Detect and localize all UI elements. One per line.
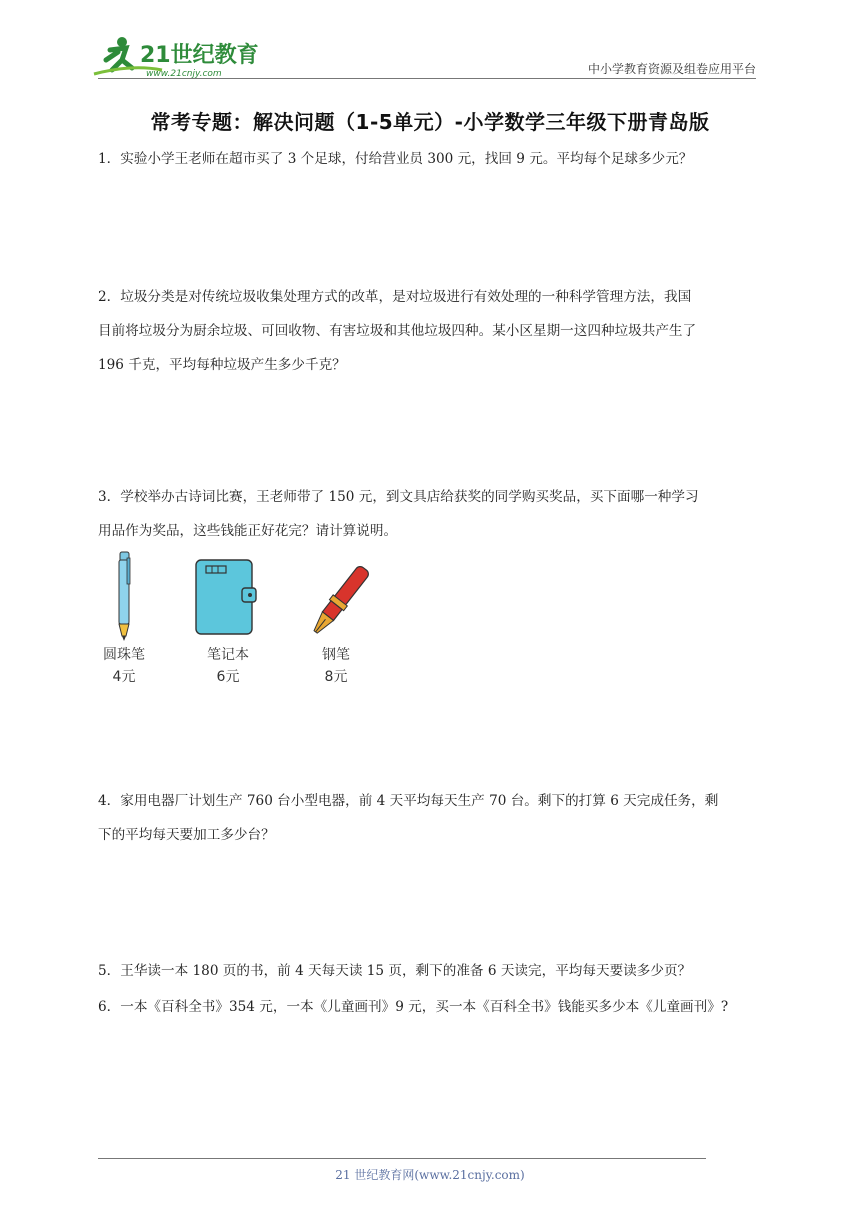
question-4-line-1: 4．家用电器厂计划生产 760 台小型电器，前 4 天平均每天生产 70 台。剩下的打算 6 天完成任务，剩 xyxy=(98,793,719,809)
question-4 xyxy=(98,784,762,852)
header-divider xyxy=(98,78,756,79)
question-4-line-2: 下的平均每天要加工多少台？ xyxy=(98,827,275,843)
page-title: 常考专题：解决问题（1-5单元）-小学数学三年级下册青岛版 xyxy=(150,110,710,134)
item-price-ballpoint-pen: 4元 xyxy=(112,669,136,685)
question-5 xyxy=(98,954,762,988)
question-2-line-3: 196 千克，平均每种垃圾产生多少千克？ xyxy=(98,357,346,373)
site-logo xyxy=(92,34,262,80)
item-price-fountain-pen: 8元 xyxy=(324,669,348,685)
footer-divider xyxy=(98,1158,706,1159)
item-label-ballpoint-pen: 圆珠笔 xyxy=(103,647,145,663)
item-label-notebook: 笔记本 xyxy=(207,647,249,663)
fountain-pen-icon xyxy=(304,560,374,644)
question-1 xyxy=(98,142,762,176)
item-price-notebook: 6元 xyxy=(216,669,240,685)
question-6-line-1: 6．一本《百科全书》354 元，一本《儿童画刊》9 元，买一本《百科全书》钱能买多少本《儿童画刊》? xyxy=(98,999,729,1015)
question-3-line-1: 3．学校举办古诗词比赛，王老师带了 150 元，到文具店给获奖的同学购买奖品，买下面哪一种学习 xyxy=(98,489,699,505)
logo-url: www.21cnjy.com xyxy=(146,69,222,79)
notebook-icon xyxy=(194,558,260,636)
header-platform-text: 中小学教育资源及组卷应用平台 xyxy=(587,62,756,76)
question-2-line-1: 2．垃圾分类是对传统垃圾收集处理方式的改革，是对垃圾进行有效处理的一种科学管理方法，我国 xyxy=(98,289,692,305)
logo-text: 21世纪教育 xyxy=(140,43,259,68)
footer-site-link[interactable]: 21 世纪教育网(www.21cnjy.com) xyxy=(335,1168,525,1182)
question-6 xyxy=(98,990,762,1024)
question-2-line-2: 目前将垃圾分为厨余垃圾、可回收物、有害垃圾和其他垃圾四种。某小区星期一这四种垃圾共产生了 xyxy=(98,323,697,339)
question-3-line-2: 用品作为奖品，这些钱能正好花完？请计算说明。 xyxy=(98,523,398,539)
ballpoint-pen-icon xyxy=(112,550,136,642)
item-label-fountain-pen: 钢笔 xyxy=(322,647,350,663)
question-5-line-1: 5．王华读一本 180 页的书，前 4 天每天读 15 页，剩下的准备 6 天读完，平均每天要读多少页？ xyxy=(98,963,692,979)
stationery-items xyxy=(98,548,398,688)
question-2 xyxy=(98,280,762,382)
question-1-line-1: 1．实验小学王老师在超市买了 3 个足球，付给营业员 300 元，找回 9 元。平均每个足球多少元？ xyxy=(98,151,693,167)
question-3 xyxy=(98,480,762,548)
